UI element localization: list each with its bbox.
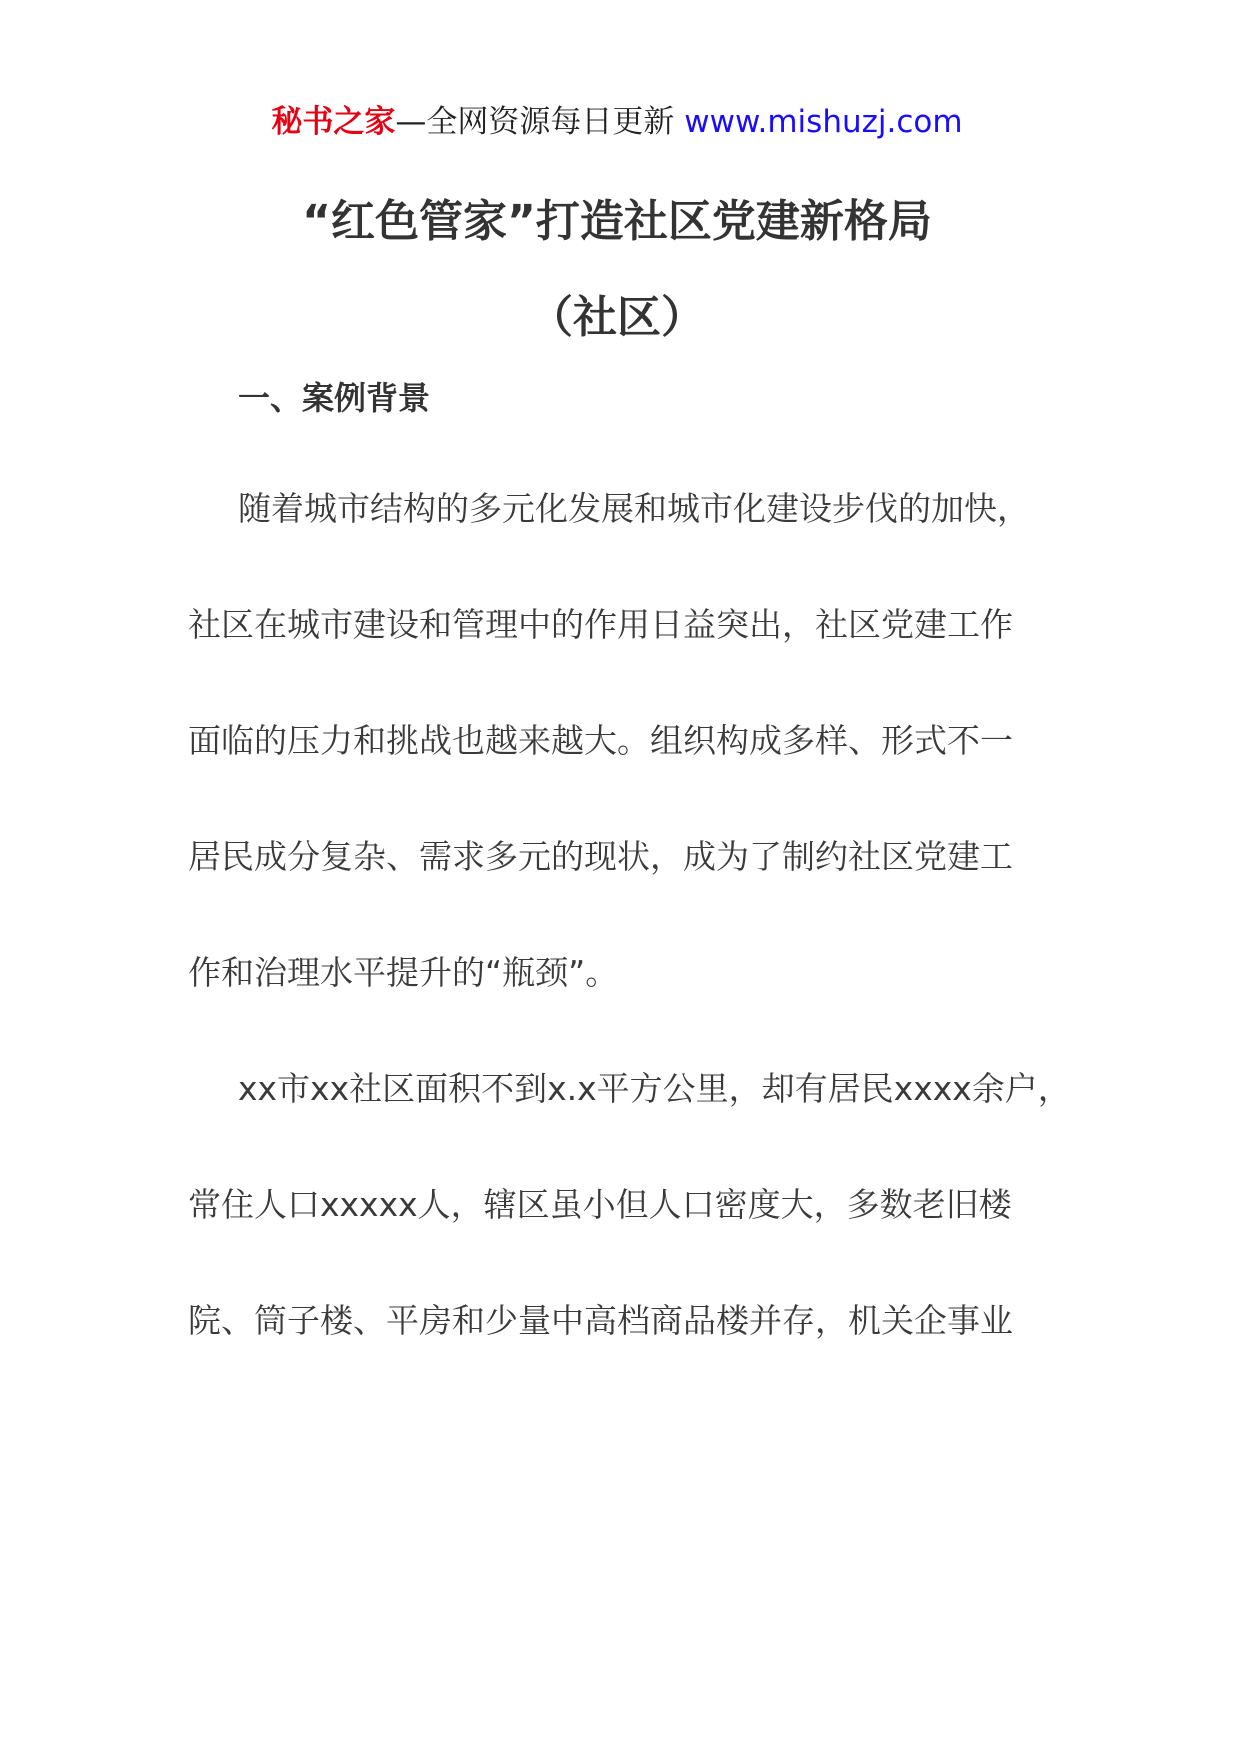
paragraph-line: 随着城市结构的多元化发展和城市化建设步伐的加快，	[238, 489, 1030, 528]
paragraph-line: 院、筒子楼、平房和少量中高档商品楼并存，机关企事业	[188, 1301, 1013, 1340]
paragraph-line: 面临的压力和挑战也越来越大。组织构成多样、形式不一	[188, 721, 1013, 760]
site-header	[0, 102, 1234, 142]
document-subtitle: （社区）	[529, 292, 705, 343]
site-url-link[interactable]: www.mishuzj.com	[684, 104, 963, 140]
section-heading: 一、案例背景	[238, 379, 431, 417]
paragraph-line: xx市xx社区面积不到x.x平方公里，却有居民xxxx余户，	[238, 1069, 1071, 1108]
paragraph-line: 居民成分复杂、需求多元的现状，成为了制约社区党建工	[188, 837, 1013, 876]
paragraph-line: 常住人口xxxxx人，辖区虽小但人口密度大，多数老旧楼	[188, 1185, 1012, 1224]
header-tagline: —全网资源每日更新	[395, 104, 675, 140]
document-title: “红色管家”打造社区党建新格局	[302, 196, 932, 247]
brand-name: 秘书之家	[271, 104, 396, 140]
paragraph-line: 作和治理水平提升的“瓶颈”。	[188, 953, 619, 992]
paragraph-line: 社区在城市建设和管理中的作用日益突出，社区党建工作	[188, 605, 1013, 644]
